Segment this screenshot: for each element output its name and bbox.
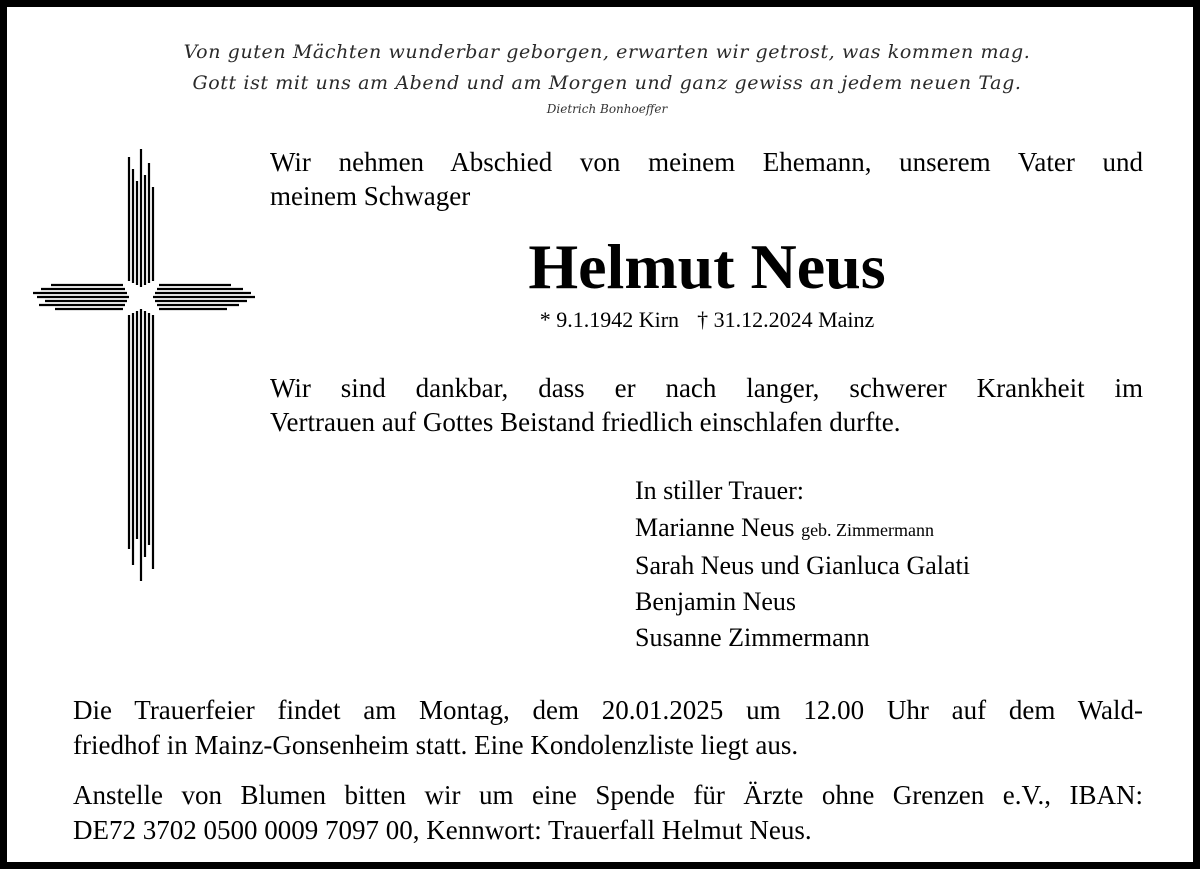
mourner-spouse: [635, 510, 970, 548]
funeral-service-line-1: Die Trauerfeier findet am Montag, dem 20.01.2025 um 12.00 Uhr auf dem Wald-: [73, 695, 1143, 725]
deceased-name: Helmut Neus: [528, 231, 886, 302]
gratitude-text: [270, 371, 1143, 439]
quote-line-2: Gott ist mit uns am Abend und am Morgen und ganz gewiss an jedem neuen Tag.: [192, 72, 1022, 94]
birth-date: * 9.1.1942 Kirn: [539, 307, 680, 332]
mourner-spouse-note: geb. Zimmermann: [801, 520, 935, 540]
funeral-service-line-2: friedhof in Mainz-Gonsenheim statt. Eine Kondolenzliste liegt aus.: [73, 730, 799, 760]
death-date: † 31.12.2024 Mainz: [697, 307, 875, 332]
mourner-name: Sarah Neus und Gianluca Galati: [635, 551, 971, 580]
farewell-intro-line-2: meinem Schwager: [270, 181, 471, 211]
funeral-service-info: [73, 693, 1143, 763]
farewell-intro: [270, 145, 1143, 213]
mourner-spouse-name: Marianne Neus: [635, 513, 795, 542]
mourners-list: [635, 473, 970, 656]
donation-line-1: Anstelle von Blumen bitten wir um eine Spende für Ärzte ohne Grenzen e.V., IBAN:: [73, 780, 1143, 810]
donation-line-2: DE72 3702 0500 0009 7097 00, Kennwort: Trauerfall Helmut Neus.: [73, 815, 812, 845]
cross-icon: [33, 149, 255, 581]
quote-author: Dietrich Bonhoeffer: [546, 102, 668, 116]
gratitude-line-1: Wir sind dankbar, dass er nach langer, schwerer Krankheit im: [270, 373, 1143, 403]
mourner-name: Susanne Zimmermann: [635, 623, 870, 652]
farewell-intro-line-1: Wir nehmen Abschied von meinem Ehemann, unserem Vater und: [270, 147, 1143, 177]
mourners-heading: In stiller Trauer:: [635, 476, 804, 505]
mourner-name: Benjamin Neus: [635, 587, 797, 616]
quote-line-1: Von guten Mächten wunderbar geborgen, erwarten wir getrost, was kommen mag.: [183, 41, 1031, 63]
gratitude-line-2: Vertrauen auf Gottes Beistand friedlich einschlafen durfte.: [270, 407, 901, 437]
donation-info: [73, 778, 1143, 848]
life-dates: [447, 305, 967, 335]
